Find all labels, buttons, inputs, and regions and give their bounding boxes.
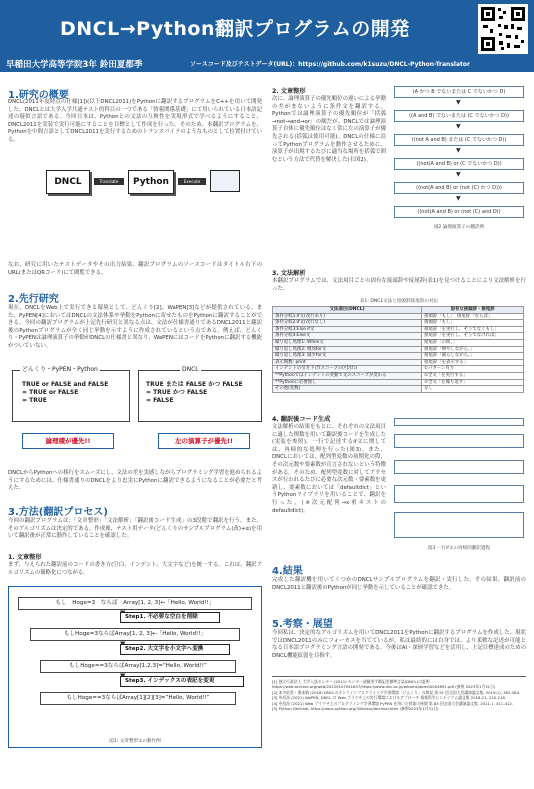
overview-note: なお、研究に用いたテストデータやその出力結果、翻訳プログラムのソースコードはタイトル右下のURL(またはQRコード)にて閲覧できる。	[8, 262, 262, 276]
compare-right-line-2: = TRUE かつ FALSE	[146, 389, 208, 396]
table-cell: ②全文「を繰り返す」	[422, 379, 524, 386]
reference-5: [5] Python Decimal, https://docs.python.org/3/library/decimal.html (参照2023年1月31日)	[272, 706, 439, 712]
fig2-arrow-2: ▼	[456, 123, 461, 130]
fig3-node-3	[394, 460, 524, 474]
reorder-title: 2. 文章整形	[272, 88, 306, 95]
table-row	[273, 333, 524, 340]
section-title-prior: 2.先行研究	[8, 294, 59, 305]
codegen-title: 4. 翻訳後コード生成	[272, 416, 331, 423]
fig1-line-4: もしHoge==3ならばArray[1][2][3]=”Hello, World!!”	[40, 692, 236, 705]
parse-title: 3. 文法解析	[272, 270, 306, 277]
fig1-step-2: Step2. 大文字を小文字へ変換	[120, 644, 230, 655]
table-row	[273, 359, 524, 366]
table-cell: 接尾辞「を表示する」	[422, 359, 524, 366]
table-cell: 接頭辞「もし」 接尾辞「ならば」	[422, 313, 524, 320]
table-row	[273, 353, 524, 360]
table-cell: 接尾辞「を実行し、そうでなくもし」	[422, 326, 524, 333]
table-row	[273, 379, 524, 386]
section-title-method: 3.方法(翻訳プロセス)	[8, 507, 108, 518]
discussion-text: 今回私は、決定的なアルゴリズムを用いてDNCL2011をPythonに翻訳するプログラムを作成した。現状ではDNCL2011のみにフォーカスを当てているが、私は最終的には自身では、より柔軟な記述が可能となる日本語プログラミング言語の開発である。今後はAI・深層学習などを活用し、上記目標達成のためのDNCL機能拡張を目指す。	[272, 630, 526, 659]
translate-arrow: Translate	[94, 178, 124, 185]
fig2-row-4: ((not(A and B) or (C でないかつ D))	[394, 158, 524, 170]
table-cell: ①全文「を実行する」	[422, 372, 524, 379]
section-title-discussion: 5.考察・展望	[272, 619, 333, 630]
monitor-icon	[210, 170, 240, 192]
fig1-caption: 図1: 文章整形①の動作例	[109, 739, 161, 744]
table-row	[273, 366, 524, 373]
section-title-overview: 1.研究の概要	[8, 90, 69, 101]
table-cell: 条件分岐3:Else if文	[273, 326, 422, 333]
reference-2: [2] 本多佑希・奥本慎 (2016) DNCLのオンラインプログラミング学習環境「どんくり」の開発 第 91 回全国大会講演論文集, 2019(1), 383-384.	[272, 689, 521, 695]
reorder-text: 次に、論理演算子の優先順位の違いによる挙動の差がまないように条件文を翻訳する。Pythonでは論理演算子の優先順位が「括弧→not→and→or」の順だが、DNCLでは論理演算子自体に優先順位はなく常に左の演算子が優先される(括弧は使用可能)。DNCLの仕様に沿ってPythonプログラムを動作させるために、演算子が出現するたびに適当な場所を括弧で囲むという方法で代替を解決した(右図2)。	[272, 96, 386, 163]
fig2-row-2: ((A and B) でないまたは (C でないかつ D))	[394, 110, 524, 122]
fig2-arrow-3: ▼	[456, 147, 461, 154]
prior-text: 現在、DNCLをWeb上で実行できる環境として、どんくり[2]、WaPEN[3]などが提供されている。また、PyPEN[4]においてはDNCLの文法体系や挙動をPythonに寄せたものをPythonに翻訳することができる。今回の翻訳プログラムが上記先行研究と異なる点は、文法が仕様書通りであるDNCL2011と翻訳後のPythonプログラムが全く同じ挙動を示すように作成されているという点である。例えば、どんくり・PyPENは論理演算子の挙動がDNCLの仕様書と異なり、WaPENにはコードをPythonに翻訳する機能がついていない。	[8, 305, 262, 349]
table-header-cell: 文法項目(DNCL)	[273, 307, 422, 314]
author-name: 早稲田大学高等学院3年 鈴田夏都季	[6, 60, 143, 70]
fig1-step-3: Step3. インデックスの表記を変更	[120, 676, 244, 687]
qr-code[interactable]	[478, 4, 528, 54]
fig2-row-6: ((not(A and B) or (not (C) and D))	[394, 206, 524, 218]
fig1-line-1: もし Hoge=3 ならば Array[1, 2, 3]←「Hello, World!!」	[18, 597, 252, 610]
compare-right-line-3: = FALSE	[146, 397, 174, 404]
table-cell: 接尾辞「の間、」	[422, 339, 524, 346]
table-cell: 接頭辞「もし」	[422, 320, 524, 327]
table-cell: 条件分岐2:if文(改行なし)	[273, 320, 422, 327]
table-cell: 条件分岐4:Else文	[273, 333, 422, 340]
table1-caption: 表1: DNCL文法と接頭辞接尾辞の対応	[359, 299, 439, 304]
table-header-cell: 固有な接頭辞・接尾辞	[422, 307, 524, 314]
table-row	[273, 326, 524, 333]
compare-left-line-2: = TRUE or FALSE	[22, 389, 79, 396]
table-cell: 繰り返し処理2: 増加for文	[273, 346, 422, 353]
fig1-step-1: Step1. 不必要な空白を削除	[120, 612, 220, 623]
table-cell: ①パターン有り	[422, 366, 524, 373]
table-row	[273, 346, 524, 353]
table-cell: **Pythonではインデントの変動で文のスコープが変わる	[273, 372, 422, 379]
compare-left-line-3: = TRUE	[22, 397, 47, 404]
method-text: 今回の翻訳プログラムは、「文章整形」「文法解析」「翻訳後コード生成」の3段階で翻訳を行う。また、そのアルゴリズムは決定的である。作成後、テスト用データ(どんくりのサンプルプログラム(改)+α)を用いて翻訳後が正常に動作していることを確認した。	[8, 518, 262, 540]
fig3-node-4	[394, 485, 524, 503]
fig2-arrow-5: ▼	[456, 195, 461, 202]
references-divider	[272, 676, 526, 677]
fig3-node-2	[394, 434, 524, 448]
compare-right-title: DNCL	[182, 366, 199, 373]
table-cell: 条件分岐1:if文(改行あり)	[273, 313, 422, 320]
fig1-line-2: もしHoge=3ならばArray[1, 2, 3]←「Hello, World!!」	[30, 628, 240, 641]
fig2-caption: 図2 論理演算子の翻訳例	[433, 225, 485, 230]
overview-text: DNCL(2011年度時点の仕様[1])(以下DNCL2011)をPythonに翻訳するプログラムをC++を用いて開発した。DNCLとは大学入学共通テスト的科目の一つである「情報関係基礎」にて用いられている日本語記述の疑似言語である。今回日本は、Pythonとの文法の互換性を実現形式で学べるようにすること、DNCL2011を実装で実行可能にすることを目標として作成を行った。そのため、本翻訳プログラムを、Pythonを中間言語としてDNCL2011を実行するためのトランスパイラのようなものとして位置付けている。	[8, 99, 262, 143]
method-step1-title: 1. 文章整形	[8, 554, 42, 561]
table-header-row	[273, 307, 524, 314]
compare-left-line-1: TRUE or FALSE and FALSE	[22, 381, 109, 388]
fig2-row-1: (A かつ B でないまたは C でないかつ D)	[394, 86, 524, 98]
method-step1-text: まず、与えられた翻訳前のコードの書き方(空白、インデント、大文字など)を統一する。これは、翻訳アルゴリズムの簡略化につながる。	[8, 562, 262, 576]
table-row	[273, 339, 524, 346]
table-cell: 接尾辞「を実行し、そうでなければ」	[422, 333, 524, 340]
table-row	[273, 386, 524, 393]
execute-arrow: Execute	[178, 178, 206, 185]
table-cell: **Pythonに必要無し	[273, 379, 422, 386]
fig3-node-5	[394, 512, 524, 538]
table-row	[273, 372, 524, 379]
python-box: Python	[128, 170, 174, 194]
prior-conclusion: DNCLからPythonへの移行をスムーズにし、文法の差を実感しながらプログラミング学習を進められるようにするためには、仕様書通りのDNCLをより忠実にPythonに翻訳できるようになることが必要だと考えた。	[8, 470, 263, 492]
table-cell: 繰り返し処理1: While文	[273, 339, 422, 346]
dncl-box: DNCL	[46, 170, 90, 194]
table-cell: その他(変数)	[273, 386, 422, 393]
poster-title: DNCL→Python翻訳プログラムの開発	[60, 18, 410, 40]
fig2-arrow-1: ▼	[456, 99, 461, 106]
table-cell: なし	[422, 386, 524, 393]
fig3-caption: 図3 一行if文の再帰的翻訳過程	[427, 546, 491, 551]
references	[272, 679, 526, 711]
fig3-node-1	[394, 418, 524, 426]
reference-4: [4] 中西涉 (2021) Web ブラウザ上のプログラミング学習環境 PyPEN を用いた授業の展開 第 83 回全国大会講演論文集, 2021.1, 411-412.	[272, 700, 514, 706]
codegen-text: 文法解析の結果をもとに、それぞれの文法項目に適した関数を用いて翻訳後コードを生成した(実装を参照)。一行で記述するif文に関しては、再帰的な処理を行った(図3)。また、DNCLにおいては、配列型変数の初期化の際、その次元数や要素数が宣言されないという特徴がある。そのため、配列型変数に対してアクセスが行われるたびに必要な次元数・要素数を更新し、要素数においては「defaultdict」というPythonライブラリを用いることで、翻訳を行った。(※次元配列→x重ネストのdefaultdict)。	[272, 424, 386, 514]
table-cell: インデントの引き下げ(スコープの区切れ)	[273, 366, 422, 373]
fig2-row-3: ((not A and B) または (C でないかつ D))	[394, 134, 524, 146]
compare-right-line-1: TRUE または FALSE かつ FALSE	[146, 381, 243, 388]
result-text: 完成した翻訳機を用いてくつかのDNCLサンプルプログラムを翻訳・実行した。その結果、翻訳前のDNCL2011と翻訳後のPythonが同じ挙動を示していることが確認できた。	[272, 577, 526, 591]
fig2-row-5: ((not(A and B) or (not (C) かつ D)))	[394, 182, 524, 194]
table-row	[273, 313, 524, 320]
reference-3: [3] 中西涉 (2021) WaPEN, DNCL の Web ブラウザ上の実行環境におけるアプローチ 情報科学シンポジウム論文集 2018.21, 210-218.	[272, 695, 506, 701]
source-url[interactable]: ソースコード及びテストデータ(URL)：https://github.com/k1suzu/DNCL-Python-Translator	[190, 61, 470, 68]
compare-left-title: どんくり・PyPEN・Python	[22, 366, 98, 373]
section-title-result: 4.結果	[272, 566, 303, 577]
syntax-table	[272, 306, 524, 393]
fig2-arrow-4: ▼	[456, 171, 461, 178]
compare-left-label: 論理積が優先!!	[22, 433, 114, 449]
table-cell: 繰り返し処理3: 減少for文	[273, 353, 422, 360]
compare-right-label: 左の演算子が優先!!	[158, 433, 250, 449]
parse-text: 本翻訳プログラムでは、文法項目ごとの固有な接頭辞や接尾辞(表1)を見つけることにより文法解析を行った。	[272, 278, 526, 292]
table-row	[273, 320, 524, 327]
fig1-line-3: もしHoge==3ならばArray[1,2,3]=”Hello, World!!”	[40, 660, 236, 673]
table-cell: 接尾辞「減らしながら、」	[422, 353, 524, 360]
table-cell: 表示関数: print	[273, 359, 422, 366]
table-cell: 接尾辞「増やしながら、」	[422, 346, 524, 353]
reference-1: [1] 独立行政法人 大学入試センター (2011) センター試験用手順記述標準言語(DNCL)の説明 https://web.archive.org/web/20220107041637/https://www.dnc.ac.jp/albums/abm00004691.pdf (参照 2023年1月31日)	[272, 679, 496, 690]
